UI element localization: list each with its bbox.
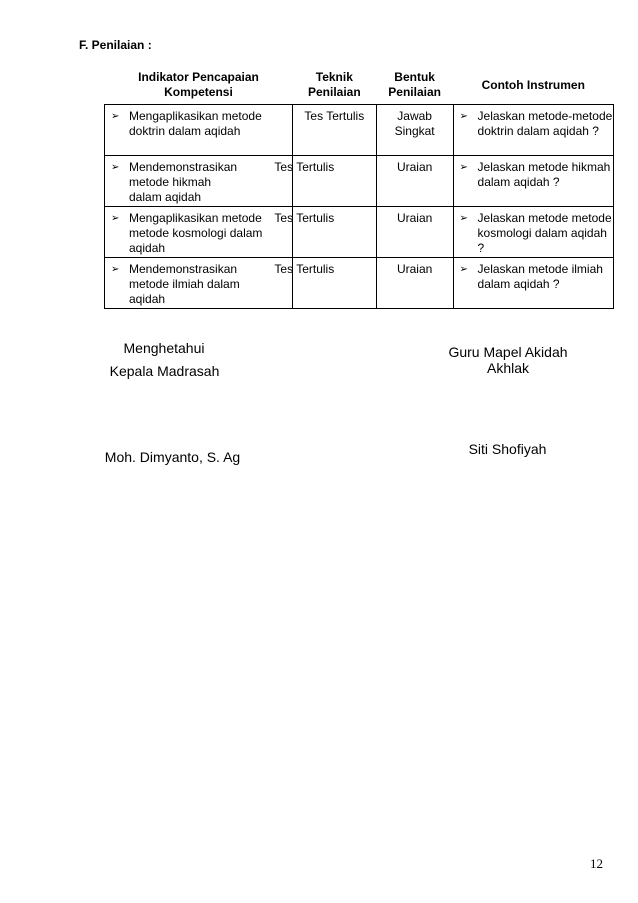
indikator-cell: Mengaplikasikan metode metode kosmologi dalam aqidah xyxy=(129,211,263,255)
table-row xyxy=(105,258,614,309)
page-number: 12 xyxy=(590,856,603,871)
sig-right-line1: Guru Mapel Akidah xyxy=(448,344,568,360)
arrow-bullet-icon: ➢ xyxy=(111,213,120,224)
sig-left-name: Moh. Dimyanto, S. Ag xyxy=(104,449,241,465)
instrumen-cell: Jelaskan metode metode kosmologi dalam aqidah ? xyxy=(477,211,612,255)
assessment-table xyxy=(104,66,614,309)
table-row xyxy=(105,207,614,258)
bentuk-cell: Uraian xyxy=(396,211,433,225)
bentuk-cell: Uraian xyxy=(396,262,433,276)
arrow-bullet-icon: ➢ xyxy=(459,213,468,224)
header-bentuk: Bentuk Penilaian xyxy=(376,66,453,105)
bentuk-cell: Uraian xyxy=(396,160,433,174)
instrumen-cell: Jelaskan metode hikmah dalam aqidah ? xyxy=(477,160,611,189)
table-row xyxy=(105,105,614,156)
table-header-row xyxy=(105,66,614,105)
indikator-cell: Mendemonstrasikan metode ilmiah dalam aqidah xyxy=(129,262,240,306)
indikator-cell: Mendemonstrasikan metode hikmah dalam aqidah xyxy=(129,160,238,204)
arrow-bullet-icon: ➢ xyxy=(459,111,468,122)
header-instrumen: Contoh Instrumen xyxy=(453,66,613,105)
section-title: F. Penilaian : xyxy=(79,38,152,52)
arrow-bullet-icon: ➢ xyxy=(459,162,468,173)
teknik-cell: Tes Tertulis xyxy=(274,160,335,174)
arrow-bullet-icon: ➢ xyxy=(111,264,120,275)
teknik-cell: Tes Tertulis xyxy=(304,109,365,123)
sig-left-line2: Kepala Madrasah xyxy=(109,363,220,379)
arrow-bullet-icon: ➢ xyxy=(459,264,468,275)
table-row xyxy=(105,156,614,207)
instrumen-cell: Jelaskan metode ilmiah dalam aqidah ? xyxy=(477,262,603,291)
header-teknik: Teknik Penilaian xyxy=(292,66,376,105)
sig-right-line2: Akhlak xyxy=(486,360,530,376)
sig-left-line1: Menghetahui xyxy=(123,340,205,356)
teknik-cell: Tes Tertulis xyxy=(274,211,335,225)
teknik-cell: Tes Tertulis xyxy=(274,262,335,276)
bentuk-cell: Jawab Singkat xyxy=(394,109,435,138)
header-indikator: Indikator Pencapaian Kompetensi xyxy=(105,66,293,105)
sig-right-name: Siti Shofiyah xyxy=(468,441,547,457)
arrow-bullet-icon: ➢ xyxy=(111,111,120,122)
indikator-cell: Mengaplikasikan metode doktrin dalam aqidah xyxy=(129,109,262,138)
instrumen-cell: Jelaskan metode-metode doktrin dalam aqidah ? xyxy=(477,109,613,138)
arrow-bullet-icon: ➢ xyxy=(111,162,120,173)
